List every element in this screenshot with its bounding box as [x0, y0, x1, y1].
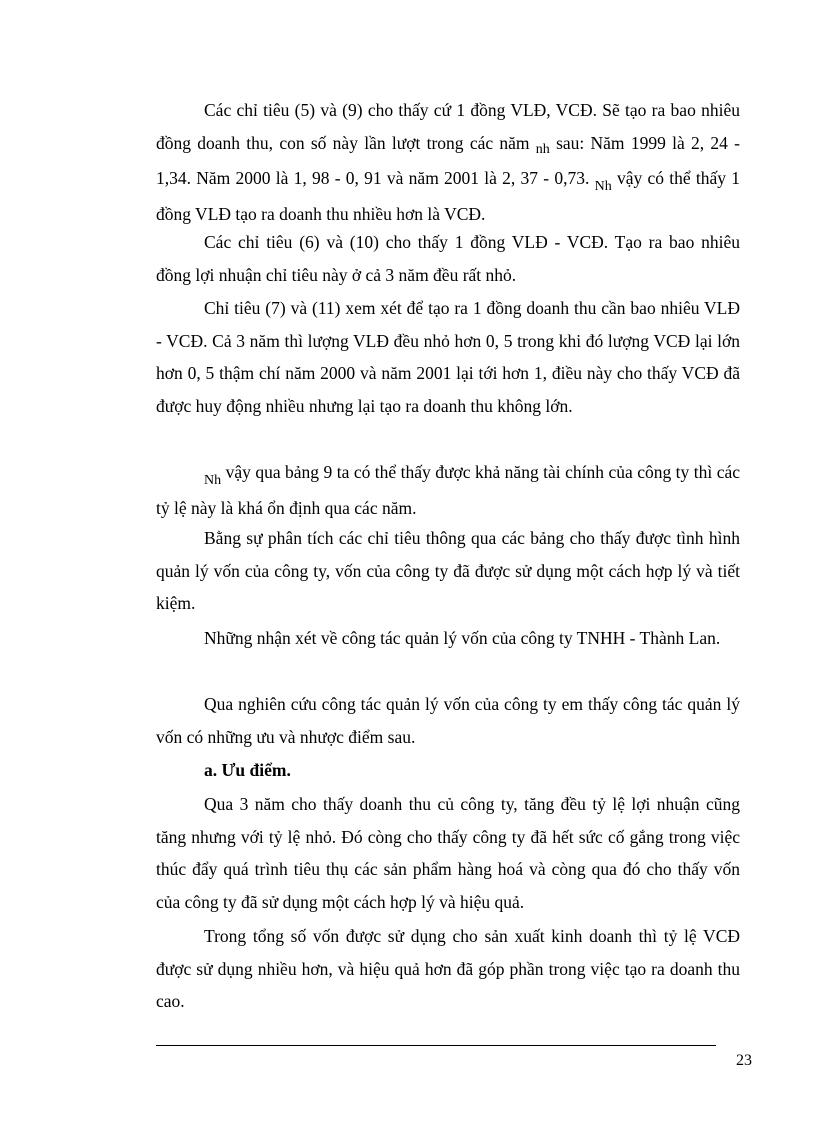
footer-divider — [156, 1045, 716, 1046]
paragraph-analysis-conclusion: Bằng sự phân tích các chỉ tiêu thông qua các bảng cho thấy được tình hình quản lý vốn của công ty, vốn của công ty đã được sử dụng một cách hợp lý và tiết kiệm. — [156, 528, 740, 613]
paragraph-table-9-summary: $_{Nh}$ vậy qua bảng 9 ta có thể thấy được khả năng tài chính của công ty thì các tỷ lệ này là khá ổn định qua các năm. — [156, 462, 740, 518]
paragraph-indicators-5-9: Các chỉ tiêu (5) và (9) cho thấy cứ 1 đồng VLĐ, VCĐ. Sẽ tạo ra bao nhiêu đồng doanh thu, con số này lần lượt trong các năm $_{nh}$ sau: Năm 1999 là 2, 24 - 1,34. Năm 2000 là 1, 98 - 0, 91 và năm 2001 là 2, 37 - 0,73. $_{Nh}$ vậy có thể thấy 1 đồng VLĐ tạo ra doanh thu nhiều hơn là VCĐ. — [156, 100, 740, 224]
paragraph-advantages-revenue: Qua 3 năm cho thấy doanh thu củ công ty, tăng đều tỷ lệ lợi nhuận cũng tăng nhưng với tỷ lệ nhỏ. Đó còng cho thấy công ty đã hết sức cố gắng trong việc thúc đẩy quá trình tiêu thụ các sản phẩm hàng hoá và còng qua đó cho thấy vốn của công ty đã sử dụng một cách hợp lý và hiệu quả. — [156, 794, 740, 912]
section-heading-advantages: a. Ưu điểm. — [204, 760, 291, 780]
paragraph-indicators-7-11: Chỉ tiêu (7) và (11) xem xét để tạo ra 1 đồng doanh thu cần bao nhiêu VLĐ - VCĐ. Cả 3 năm thì lượng VLĐ đều nhỏ hơn 0, 5 trong khi đó lượng VCĐ lại lớn hơn 0, 5 thậm chí năm 2000 và năm 2001 lại tới hơn 1, điều này cho thấy VCĐ đã được huy động nhiều nhưng lại tạo ra doanh thu không lớn. — [156, 298, 740, 416]
paragraph-indicators-6-10: Các chỉ tiêu (6) và (10) cho thấy 1 đồng VLĐ - VCĐ. Tạo ra bao nhiêu đồng lợi nhuận chỉ tiêu này ở cả 3 năm đều rất nhỏ. — [156, 232, 740, 285]
paragraph-research-intro: Qua nghiên cứu công tác quản lý vốn của công ty em thấy công tác quản lý vốn có những ưu và nhược điểm sau. — [156, 694, 740, 747]
page-number: 23 — [736, 1052, 752, 1069]
paragraph-remarks-title: Những nhận xét về công tác quản lý vốn của công ty TNHH - Thành Lan. — [204, 628, 721, 648]
paragraph-fixed-capital-usage: Trong tổng số vốn được sử dụng cho sản xuất kinh doanh thì tỷ lệ VCĐ được sử dụng nhiều hơn, và hiệu quả hơn đã góp phần trong việc tạo ra doanh thu cao. — [156, 926, 740, 1011]
